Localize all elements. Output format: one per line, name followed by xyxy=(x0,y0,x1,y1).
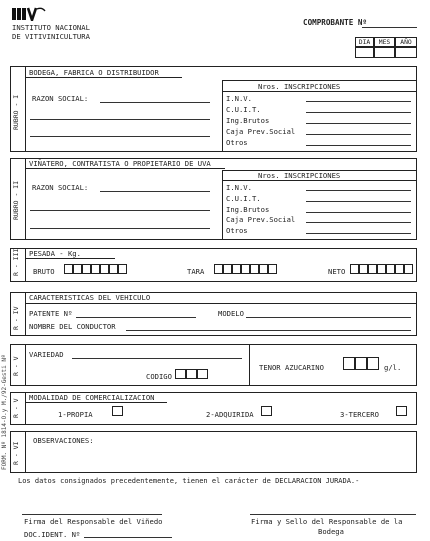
tenor-unit: g/l. xyxy=(384,363,402,372)
observaciones-label: OBSERVACIONES: xyxy=(33,436,94,445)
rubro-1-ingbrutos-field[interactable] xyxy=(306,123,411,124)
rubro-2-razon-social-label: RAZON SOCIAL: xyxy=(32,183,89,192)
rubro-1-caja-field[interactable] xyxy=(306,134,411,135)
patente-label: PATENTE Nº xyxy=(29,309,73,318)
neto-label: NETO xyxy=(328,267,346,276)
rubro-1-address-line-1[interactable] xyxy=(30,119,210,120)
rubro-3-side-label: R - III xyxy=(12,248,20,276)
rubro-1-razon-social-label: RAZON SOCIAL: xyxy=(32,94,89,103)
rubro-2-inv-label: I.N.V. xyxy=(226,183,252,192)
firma-sello-line[interactable] xyxy=(250,514,416,515)
date-mes-header: MES xyxy=(374,37,395,47)
rubro-2-title: VIÑATERO, CONTRATISTA O PROPIETARIO DE UVA xyxy=(29,159,211,168)
patente-field[interactable] xyxy=(76,317,196,318)
rubro-1-otros-field[interactable] xyxy=(306,145,411,146)
bruto-label: BRUTO xyxy=(33,267,55,276)
firma-vinedo-line[interactable] xyxy=(22,514,162,515)
option-propia-label: 1-PROPIA xyxy=(58,410,93,419)
variedad-field[interactable] xyxy=(72,358,242,359)
rubro-2-address-line-2[interactable] xyxy=(30,228,210,229)
rubro-1-address-line-2[interactable] xyxy=(30,136,210,137)
rubro-1-cuit-field[interactable] xyxy=(306,112,411,113)
comprobante-number-field[interactable] xyxy=(362,27,417,28)
rubro-1-inscripciones-title: Nros. INSCRIPCIONES xyxy=(258,82,341,91)
date-anio-header: AÑO xyxy=(395,37,417,47)
variedad-label: VARIEDAD xyxy=(29,350,64,359)
observaciones-field[interactable] xyxy=(30,446,410,470)
option-tercero-label: 3-TERCERO xyxy=(340,410,379,419)
date-mes-field[interactable] xyxy=(374,47,395,58)
form-code-vertical: FORM. Nº 1814-O.y M./92-Gesti Nº xyxy=(1,354,8,470)
rubro-2-otros-label: Otros xyxy=(226,226,248,235)
rubro-1-otros-label: Otros xyxy=(226,138,248,147)
modelo-field[interactable] xyxy=(246,317,411,318)
rubro-1-razon-social-field[interactable] xyxy=(100,102,210,103)
rubro-4-side-label: R - IV xyxy=(12,306,20,330)
tenor-azucarino-label: TENOR AZUCARINO xyxy=(259,363,324,372)
inv-logo xyxy=(12,7,46,21)
rubro-1-side-label: RUBRO - I xyxy=(12,94,20,130)
conductor-field[interactable] xyxy=(126,330,411,331)
org-name-line1: INSTITUTO NACIONAL xyxy=(12,23,90,32)
modalidad-title: MODALIDAD DE COMERCIALIZACION xyxy=(29,393,155,402)
option-adquirida-checkbox[interactable] xyxy=(261,406,272,416)
rubro-2-inscripciones-title: Nros. INSCRIPCIONES xyxy=(258,171,341,180)
conductor-label: NOMBRE DEL CONDUCTOR xyxy=(29,322,116,331)
option-propia-checkbox[interactable] xyxy=(112,406,123,416)
rubro-2-side-label: RUBRO - II xyxy=(12,180,20,220)
doc-ident-label: DOC.IDENT. Nº xyxy=(24,530,81,539)
firma-vinedo-label: Firma del Responsable del Viñedo xyxy=(24,517,163,526)
rubro-2-cuit-field[interactable] xyxy=(306,201,411,202)
rubro-2-address-line-1[interactable] xyxy=(30,210,210,211)
codigo-label: CODIGO xyxy=(146,372,172,381)
rubro-1-inv-field[interactable] xyxy=(306,101,411,102)
option-tercero-checkbox[interactable] xyxy=(396,406,407,416)
date-anio-field[interactable] xyxy=(395,47,417,58)
declaracion-jurada-text: Los datos consignados precedentemente, tienen el carácter de DECLARACION JURADA.- xyxy=(18,477,360,485)
firma-sello-label-line2: Bodega xyxy=(318,527,344,536)
date-dia-field[interactable] xyxy=(355,47,374,58)
rubro-2-inv-field[interactable] xyxy=(306,190,411,191)
rubro-1-cuit-label: C.U.I.T. xyxy=(226,105,261,114)
tara-label: TARA xyxy=(187,267,205,276)
rubro-2-cuit-label: C.U.I.T. xyxy=(226,194,261,203)
rubro-1-title: BODEGA, FABRICA O DISTRIBUIDOR xyxy=(29,68,159,77)
doc-ident-field[interactable] xyxy=(84,537,172,538)
modalidad-side-label: R - V xyxy=(12,398,20,418)
rubro-2-caja-field[interactable] xyxy=(306,222,411,223)
rubro-2-razon-social-field[interactable] xyxy=(100,191,210,192)
rubro-4-title: CARACTERISTICAS DEL VEHICULO xyxy=(29,293,151,302)
rubro-2-otros-field[interactable] xyxy=(306,233,411,234)
rubro-3-title: PESADA - Kg. xyxy=(29,249,81,258)
comprobante-label: COMPROBANTE Nº xyxy=(303,18,368,27)
rubro-5-side-label: R - V xyxy=(12,356,20,376)
modelo-label: MODELO xyxy=(218,309,244,318)
rubro-6-side-label: R - VI xyxy=(12,441,20,465)
rubro-2-ingbrutos-label: Ing.Brutos xyxy=(226,205,270,214)
option-adquirida-label: 2-ADQUIRIDA xyxy=(206,410,254,419)
rubro-1-inv-label: I.N.V. xyxy=(226,94,252,103)
rubro-1-ingbrutos-label: Ing.Brutos xyxy=(226,116,270,125)
date-dia-header: DIA xyxy=(355,37,374,47)
firma-sello-label-line1: Firma y Sello del Responsable de la xyxy=(251,517,403,526)
rubro-1-caja-label: Caja Prev.Social xyxy=(226,127,296,136)
rubro-2-ingbrutos-field[interactable] xyxy=(306,212,411,213)
org-name-line2: DE VITIVINICULTURA xyxy=(12,32,90,41)
rubro-2-caja-label: Caja Prev.Social xyxy=(226,215,296,224)
